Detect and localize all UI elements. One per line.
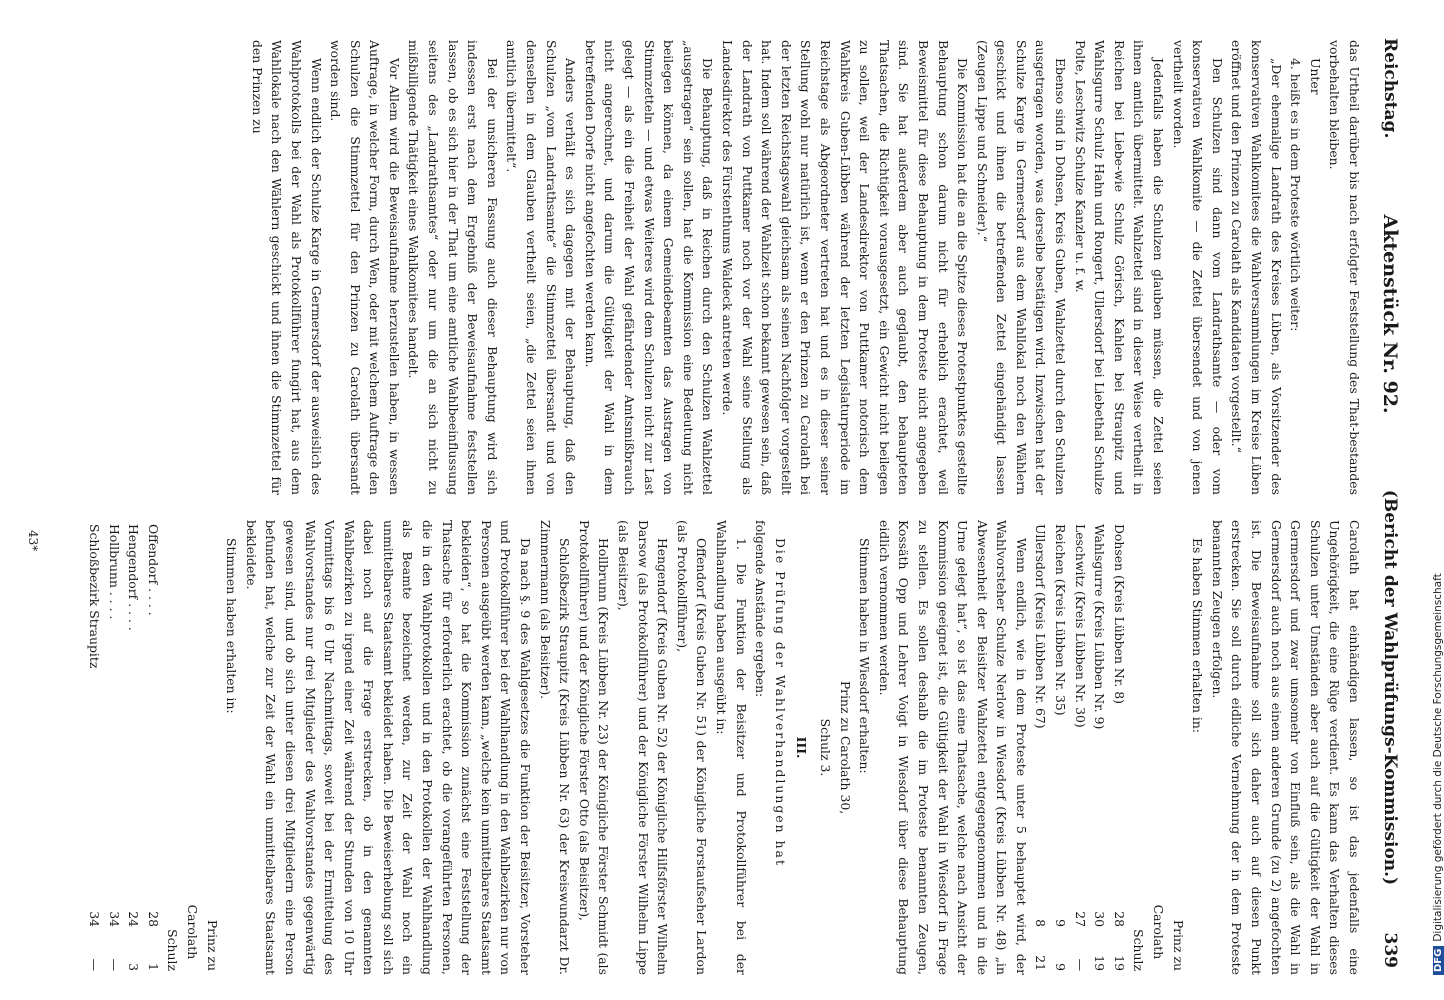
paragraph: Anders verhält es sich dagegen mit der Behauptung, daß den Schulzen „vom Landrathsamte“ die Stimmzettel übersandt und von denselben in dem Glauben vertheilt seien, „die Zettel seien ihnen amtlich übermittelt“. — [504, 40, 579, 495]
paragraph: Jedenfalls haben die Schulzen glauben müssen, die Zettel seien ihnen amtlich übermittelt. Wahlzettel sind in dieser Weise vertheilt in Reichen bei Liebe-wie Schulz Görisch, Kahlen bei Straupitz und Wahlsgurre Schulz Hahn und Rongert, Ullersdorf bei Liebethal Schulze Polte, Leschwitz Schulze Kanzler u. f. w. — [1072, 40, 1167, 495]
credit-line — [1432, 0, 1444, 975]
column-header: Prinz zu Carolath — [184, 904, 220, 971]
paragraph: 1. Die Funktion der Beisitzer und Protokollführer bei der Wahlhandlung haben ausgeübt in: — [714, 520, 749, 975]
votes-table — [1031, 520, 1188, 975]
table-row — [104, 520, 124, 975]
value-cell: — — [1072, 958, 1088, 971]
header-left: Reichstag. — [1380, 38, 1400, 139]
table-row — [1070, 520, 1090, 975]
table-row — [1031, 520, 1051, 975]
dfg-logo: DFG — [1433, 946, 1444, 975]
header-subtitle: (Bericht der Wahlprüfungs-Kommission.) — [1380, 489, 1400, 886]
right-column — [44, 520, 1364, 975]
section-number: III. — [794, 736, 810, 759]
place-cell: Schloßbezirk Straupitz — [87, 524, 102, 669]
place-cell: Dohsen (Kreis Lübben Nr. 8) — [1111, 524, 1127, 704]
paragraph: „Der ehemalige Landrath des Kreises Lüben, als Vorsitzender des konservativen Wahlkomitees die Wahlversammlungen im Kreise Lüben eröffnet und den Prinzen zu Carolath als Kandidaten vorgestellt.“ — [1229, 40, 1284, 495]
value-cell: 19 — [1111, 955, 1127, 971]
value-cell: — — [106, 958, 122, 971]
header-title: Aktenstück Nr. 92. — [1379, 214, 1401, 414]
paragraph: Den Schulzen sind dann vom Landrathsamte — oder vom konservativen Wahlkomite — die Zettel übersendet und von jenen vertheilt worden. — [1170, 40, 1225, 495]
value-cell: 28 — [1111, 911, 1127, 927]
column-header: Prinz zu Carolath — [1151, 904, 1186, 971]
value-cell: 9 — [1053, 963, 1069, 971]
list-item: Schloßbezirk Straupitz (Kreis Lübben Nr. 63) der Kreiswundarzt Dr. Zimmermann (als Beisitzer). — [537, 520, 573, 975]
place-cell: Leschwitz (Kreis Lübben Nr. 30) — [1072, 524, 1088, 728]
section-title: Die Prüfung der Wahlverhandlungen hat — [772, 538, 788, 867]
list-item: Hengendorf (Kreis Guben Nr. 52) der Königliche Hilfsförster Wilhelm Darsow (als Protokollführer) und der Königliche Förster Wilhelm Lippe (als Beisitzer), — [616, 520, 671, 975]
list-item: Offendorf (Kreis Guben Nr. 51) der Königliche Forstaufseher Lardon (als Protokollführer), — [674, 520, 710, 975]
paragraph: Stimmen haben erhalten in: — [224, 538, 240, 714]
value-cell: 1 — [145, 963, 161, 971]
place-cell: Hengendorf . . . . — [126, 524, 142, 631]
paragraph: Carolath hat einhändigen lassen, so ist das jedenfalls eine Ungehörigkeit, die eine Rüge verdient. Es kann das Verhalten dieses Schulzen unter Umständen aber auch auf die Gültigkeit der Wahl in Germersdorf und zwar umsomehr von Einfluß sein, als die Wahl in Germersdorf auch noch aus einem anderen Grunde (zu 2) angefochten ist. Die Beweisaufnahme soll sich daher auch auf diesen Punkt erstrecken. Sie soll durch eidliche Vernehmung der in dem Proteste benannten Zeugen erfolgen. — [1209, 520, 1362, 975]
table-row — [1051, 520, 1071, 975]
value-cell: — — [87, 958, 102, 971]
table-row — [1090, 520, 1110, 975]
place-cell: Offendorf . . . . — [145, 524, 161, 616]
place-cell: Hollbrunn . . . . — [106, 524, 122, 620]
paragraph: Unter — [1307, 58, 1323, 95]
votes-table-2 — [84, 520, 221, 975]
table-row — [84, 520, 104, 975]
section-subtitle: folgende Anstände ergeben: — [753, 520, 769, 698]
paragraph: Stimmen haben in Wiesdorf erhalten: — [857, 538, 873, 774]
place-cell: Ullersdorf (Kreis Lübben Nr. 67) — [1033, 524, 1049, 729]
table-row — [143, 520, 163, 975]
table-header-row — [163, 520, 222, 975]
paragraph: Die Behauptung, daß in Reichen durch den Schulzen Wahlzettel „ausgetragen“ sein sollen, hat die Kommission eine Bedeutung nicht beilegen können, da einem Gemeindebeamten das Austragen von Stimmzetteln — und etwas Weiteres wird dem Schulzen nicht zur Last gelegt — als ein die Freiheit der Wahl gefährdender Amtsmißbrauch nicht angerechnet, und darum die Gültigkeit der Wahl in dem betreffenden Dorfe nicht angefochten werden kann. — [582, 40, 716, 495]
signature-mark: 43* — [26, 530, 40, 552]
credit-text: Digitalisierung gefördert durch die Deutsche Forschungsgemeinschaft — [1432, 573, 1444, 942]
paragraph: Vor Allem wird die Beweisaufnahme herzustellen haben, in wessen Auftrage, in welcher Form, durch Wen, oder mit welchem Auftrage den Schulzen die Stimmzettel für den Prinzen zu Carolath übersandt worden sind. — [328, 40, 402, 495]
paragraph: Ebenso sind in Dohsen, Kreis Guben, Wahlzettel durch den Schulzen ausgetragen worden, was derselbe bestätigen wird. Inzwischen hat der Schulze Karge in Germersdorf aus dem Wahllokal noch den Wählern geschickt und ihnen die betreffenden Zettel eingehändigt lassen (Zeugen Lippe und Schneider).“ — [974, 40, 1069, 495]
value-cell: 30 — [1092, 911, 1108, 927]
paragraph: Wenn endlich der Schulze Karge in Germersdorf der ausweislich des Wahlprotokolls bei der Wahl als Protokollführer fungirt hat, aus dem Wahllokale nach den Wählern geschickt und ihnen die Stimmzettel für den Prinzen zu — [249, 40, 324, 495]
paragraph: 4. heißt es in dem Proteste wörtlich weiter: — [1288, 58, 1304, 332]
paragraph: Bei der unsicheren Fassung auch dieser Behauptung wird sich indessen erst nach dem Ergebniß der Beweisaufnahme feststellen lassen, ob es sich hier in der That um eine amtliche Wahlbeeinflussung seitens des „Landrathsamtes“ oder nur um die an sich nicht zu mißbilligende Thätigkeit eines Wahlkomitees handelt. — [406, 40, 500, 495]
column-header: Schulz — [165, 929, 181, 971]
table-header-row — [1129, 520, 1188, 975]
paragraph: Wenn endlich, wie in dem Proteste unter 5 behauptet wird, der Wahlvorsteher Schulze Nerlow in Wiesdorf (Kreis Lübben Nr. 48) „in Abwesenheit der Beisitzer Wahlzettel entgegengenommen und in die Urne gelegt hat“, so ist das eine Thatsache, welche nach Ansicht der Kommission geeignet ist, die Gültigkeit der Wahl in Wiesdorf in Frage zu stellen. Es sollen deshalb die im Proteste benannten Zeugen, Kossäth Opp und Lehrer Voigt in Wiesdorf über diese Behauptung eidlich vernommen werden. — [876, 520, 1029, 975]
place-cell: Wahlsgurre (Kreis Lübben Nr. 9) — [1092, 524, 1108, 730]
value-cell: 9 — [1053, 919, 1069, 927]
paragraph: das Urtheil darüber bis nach erfolgter Feststellung des That-bestandes vorbehalten bleiben. — [1327, 40, 1362, 495]
page-number: 339 — [1380, 932, 1400, 968]
value-cell: 34 — [87, 911, 102, 927]
value-cell: 28 — [145, 911, 161, 927]
paragraph: Die Kommission hat die an die Spitze dieses Protestpunktes gestellte Behauptung schon darum nicht für erheblich erachtet, weil Beweismittel für diese Behauptung in dem Proteste nicht angegeben sind. Sie hat außerdem aber auch geglaubt, den behaupteten Thatsachen, die Richtigkeit vorausgesetzt, ein Gewicht nicht beilegen zu sollen, weil der Landesdirektor von Puttkamer notorisch dem Wahlkreis Guben-Lübben während der letzten Legislaturperiode im Reichstage als Abgeordneter vertreten hat und es in dieser seiner Stellung wohl nur natürlich ist, wenn er den Prinzen zu Carolath bei der letzten Reichstagswahl gleichsam als seinen Nachfolger vorgestellt hat. Indem soll während der Wahlzeit schon bekannt gewesen sein, daß der Landrath von Puttkamer noch vor der Wahl seine Stellung als Landesdirektor des Fürstenthums Waldeck antreten werde. — [720, 40, 971, 495]
votes-intro: Es haben Stimmen erhalten in: — [1190, 538, 1206, 734]
page-header — [1370, 38, 1410, 968]
value-cell: 27 — [1072, 911, 1088, 927]
value-cell: 21 — [1033, 955, 1049, 971]
value-cell: 34 — [106, 911, 122, 927]
value-cell: 24 — [126, 911, 142, 927]
value-cell: 19 — [1092, 955, 1108, 971]
header-right — [1380, 490, 1400, 968]
place-cell: Reichen (Kreis Lübben Nr. 35) — [1053, 524, 1069, 716]
column-header: Schulz — [1131, 929, 1147, 971]
credit-strip — [1412, 0, 1432, 1000]
value-cell: 3 — [126, 963, 142, 971]
value-cell: 8 — [1033, 919, 1049, 927]
paragraph: Da nach §. 9 des Wahlgesetzes die Funktion der Beisitzer, Vorsteher und Protokollführer bei der Wahlhandlung in den Wahlbezirken nur von Personen ausgeübt werden kann, „welche kein unmittelbares Staatsamt bekleiden“, so hat die Kommission zunächst eine Feststellung der Thatsache für erforderlich erachtet, ob die vorangeführten Personen, die in den Wahlprotokollen und in den Protokollen der Wahlhandlung als Beamte bezeichnet werden, zur Zeit der Wahl noch ein unmittelbares Staatsamt bekleidet haben. Die Beweiserhebung soll sich dabei noch auf die Frage erstrecken, ob in den genannten Wahlbezirken zu irgend einer Zeit während der Stunden von 10 Uhr Vormittags bis 6 Uhr Nachmittags, soweit bei der Ermittelung des Wahlvorstandes nur drei Mitglieder des Wahlvorstandes gegenwärtig gewesen sind, und ob sich unter diesen drei Mitgliedern eine Person befunden hat, welche zur Zeit der Wahl ein unmittelbares Staatsamt bekleidete. — [243, 520, 534, 975]
result-line: Schulz 3. — [817, 718, 833, 777]
list-item: Hollbrunn (Kreis Lübben Nr. 23) der Königliche Förster Schmidt (als Protokollführer) und der Königliche Förster Otto (als Beisitzer), — [576, 520, 612, 975]
left-column — [44, 40, 1364, 495]
table-row — [1109, 520, 1129, 975]
table-row — [124, 520, 144, 975]
result-line: Prinz zu Carolath 30, — [837, 680, 853, 815]
